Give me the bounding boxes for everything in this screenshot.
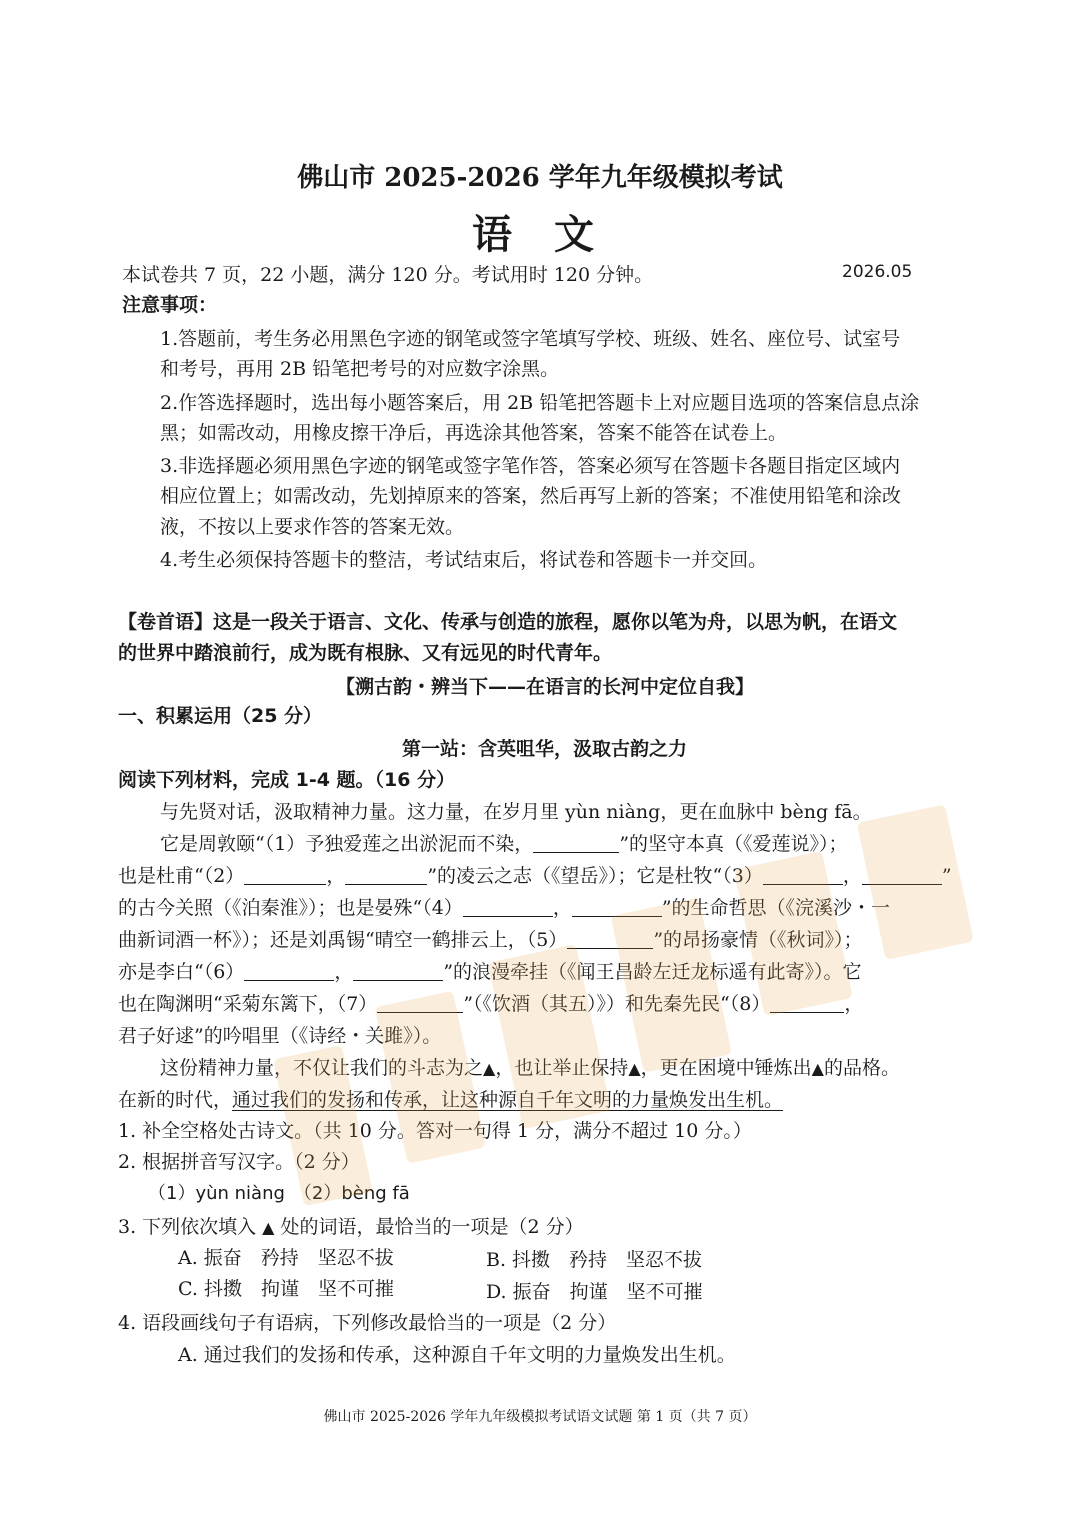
fill-blank-2a[interactable] — [244, 866, 326, 885]
exam-title: 佛山市 2025-2026 学年九年级模拟考试 — [297, 163, 783, 193]
passage-text: ， — [326, 865, 346, 887]
passage-paragraph: 与先贤对话，汲取精神力量。这力量，在岁月里 yùn niàng，更在血脉中 bèng fā。 — [160, 801, 872, 823]
passage-line — [118, 1085, 783, 1112]
fill-blank-6b[interactable] — [353, 962, 443, 981]
fill-blank-7[interactable] — [377, 994, 463, 1013]
question-4: 4. 语段画线句子有语病，下列修改最恰当的一项是（2 分） — [118, 1312, 617, 1334]
passage-text: ”的浪漫牵挂（《闻王昌龄左迁龙标遥有此寄》）。它 — [443, 961, 862, 983]
question-3 — [118, 1212, 584, 1239]
passage-text: ”的凌云之志（《望岳》）；它是杜牧“（3） — [427, 865, 763, 887]
passage-line — [118, 957, 862, 984]
notice-line: 2.作答选择题时，选出每小题答案后，用 2B 铅笔把答题卡上对应题目选项的答案信息点涂 — [160, 392, 920, 414]
underlined-sentence: 通过我们的发扬和传承，让这种源自千年文明的力量焕发出生机。 — [232, 1089, 784, 1111]
option-a[interactable]: A. 通过我们的发扬和传承，这种源自千年文明的力量焕发出生机。 — [178, 1344, 736, 1366]
passage-line — [160, 829, 848, 856]
passage-text: ”的昂扬豪情（《秋词》）； — [653, 929, 863, 951]
passage-line — [118, 893, 890, 920]
triangle-blank-icon: ▲ — [483, 1059, 496, 1078]
question-text: 3. 下列依次填入 — [118, 1216, 257, 1238]
exam-date: 2026.05 — [842, 262, 913, 282]
triangle-blank-icon: ▲ — [811, 1059, 824, 1078]
passage-text: 在新的时代， — [118, 1089, 233, 1111]
option-d[interactable]: D. 振奋 拘谨 坚不可摧 — [486, 1281, 703, 1303]
fill-blank-3b[interactable] — [862, 866, 942, 885]
fill-blank-5[interactable] — [567, 930, 653, 949]
notice-line: 相应位置上；如需改动，先划掉原来的答案，然后再写上新的答案；不准使用铅笔和涂改 — [160, 485, 902, 507]
passage-text: ， — [842, 865, 862, 887]
fill-blank-6a[interactable] — [244, 962, 334, 981]
notice-line: 液，不按以上要求作答的答案无效。 — [160, 516, 465, 538]
question-2-items: （1）yùn niàng （2）bèng fā — [148, 1183, 410, 1204]
notice-line: 3.非选择题必须用黑色字迹的钢笔或签字笔作答，答案必须写在答题卡各题目指定区域内 — [160, 455, 901, 477]
passage-text: 这份精神力量，不仅让我们的斗志为之 — [160, 1057, 484, 1079]
passage-text: ”的生命哲思（《浣溪沙・一 — [661, 897, 891, 919]
option-a[interactable]: A. 振奋 矜持 坚忍不拔 — [178, 1247, 394, 1269]
passage-text: ”的坚守本真（《爱莲说》）； — [619, 833, 848, 855]
passage-text: 也是杜甫“（2） — [118, 865, 245, 887]
notice-line: 1.答题前，考生务必用黑色字迹的钢笔或签字笔填写学校、班级、姓名、座位号、试室号 — [160, 328, 901, 350]
passage-line — [118, 989, 863, 1016]
passage-line — [118, 925, 863, 952]
passage-text: ， — [552, 897, 572, 919]
passage-line: 君子好逑”的吟唱里（《诗经・关雎》）。 — [118, 1025, 442, 1047]
fill-blank-2b[interactable] — [345, 866, 427, 885]
reading-instruction: 阅读下列材料，完成 1-4 题。（16 分） — [118, 769, 456, 791]
fill-blank-4a[interactable] — [463, 898, 553, 917]
question-1: 1. 补全空格处古诗文。（共 10 分。答对一句得 1 分，满分不超过 10 分。） — [118, 1120, 752, 1142]
passage-text: ， — [844, 993, 864, 1015]
notice-heading: 注意事项： — [122, 294, 218, 316]
fill-blank-3a[interactable] — [763, 866, 843, 885]
passage-text: 的品格。 — [823, 1057, 900, 1079]
passage-text: 曲新词酒一杯》）；还是刘禹锡“晴空一鹤排云上，（5） — [118, 929, 568, 951]
preface-line: 【卷首语】这是一段关于语言、文化、传承与创造的旅程，愿你以笔为舟，以思为帆，在语文 — [118, 611, 898, 633]
triangle-blank-icon: ▲ — [262, 1218, 275, 1237]
triangle-blank-icon: ▲ — [628, 1059, 641, 1078]
notice-line: 黑；如需改动，用橡皮擦干净后，再选涂其他答案，答案不能答在试卷上。 — [160, 422, 788, 444]
passage-text: 亦是李白“（6） — [118, 961, 245, 983]
section-heading: 一、积累运用（25 分） — [118, 705, 323, 727]
fill-blank-8[interactable] — [770, 994, 844, 1013]
notice-line: 4.考生必须保持答题卡的整洁，考试结束后，将试卷和答题卡一并交回。 — [160, 549, 768, 571]
passage-text: ，也让举止保持 — [495, 1057, 629, 1079]
notice-line: 和考号，再用 2B 铅笔把考号的对应数字涂黑。 — [160, 358, 560, 380]
passage-text: 也在陶渊明“采菊东篱下，（7） — [118, 993, 378, 1015]
passage-paragraph — [160, 1053, 900, 1080]
preface-line: 的世界中踏浪前行，成为既有根脉、又有远见的时代青年。 — [118, 642, 613, 664]
preface-theme: 【溯古韵・辨当下——在语言的长河中定位自我】 — [336, 676, 755, 698]
passage-text: 的古今关照（《泊秦淮》）；也是晏殊“（4） — [118, 897, 463, 919]
question-2: 2. 根据拼音写汉字。（2 分） — [118, 1151, 360, 1173]
fill-blank-4b[interactable] — [572, 898, 662, 917]
passage-line — [118, 861, 952, 888]
question-text: 处的词语，最恰当的一项是（2 分） — [280, 1216, 584, 1238]
option-c[interactable]: C. 抖擞 拘谨 坚不可摧 — [178, 1278, 394, 1300]
exam-info: 本试卷共 7 页，22 小题，满分 120 分。考试用时 120 分钟。 — [122, 264, 654, 286]
fill-blank-1[interactable] — [533, 834, 619, 853]
option-b[interactable]: B. 抖擞 矜持 坚忍不拔 — [486, 1249, 703, 1271]
passage-text: ”（《饮酒（其五）》）和先秦先民“（8） — [463, 993, 771, 1015]
passage-text: ” — [941, 865, 952, 887]
subject-title: 语 文 — [472, 211, 608, 258]
passage-text: ，更在困境中锤炼出 — [640, 1057, 812, 1079]
passage-text: 它是周敦颐“（1）予独爱莲之出淤泥而不染， — [160, 833, 534, 855]
passage-text: ， — [334, 961, 354, 983]
station-title: 第一站：含英咀华，汲取古韵之力 — [402, 738, 688, 760]
page-footer: 佛山市 2025-2026 学年九年级模拟考试语文试题 第 1 页（共 7 页） — [323, 1409, 757, 1425]
